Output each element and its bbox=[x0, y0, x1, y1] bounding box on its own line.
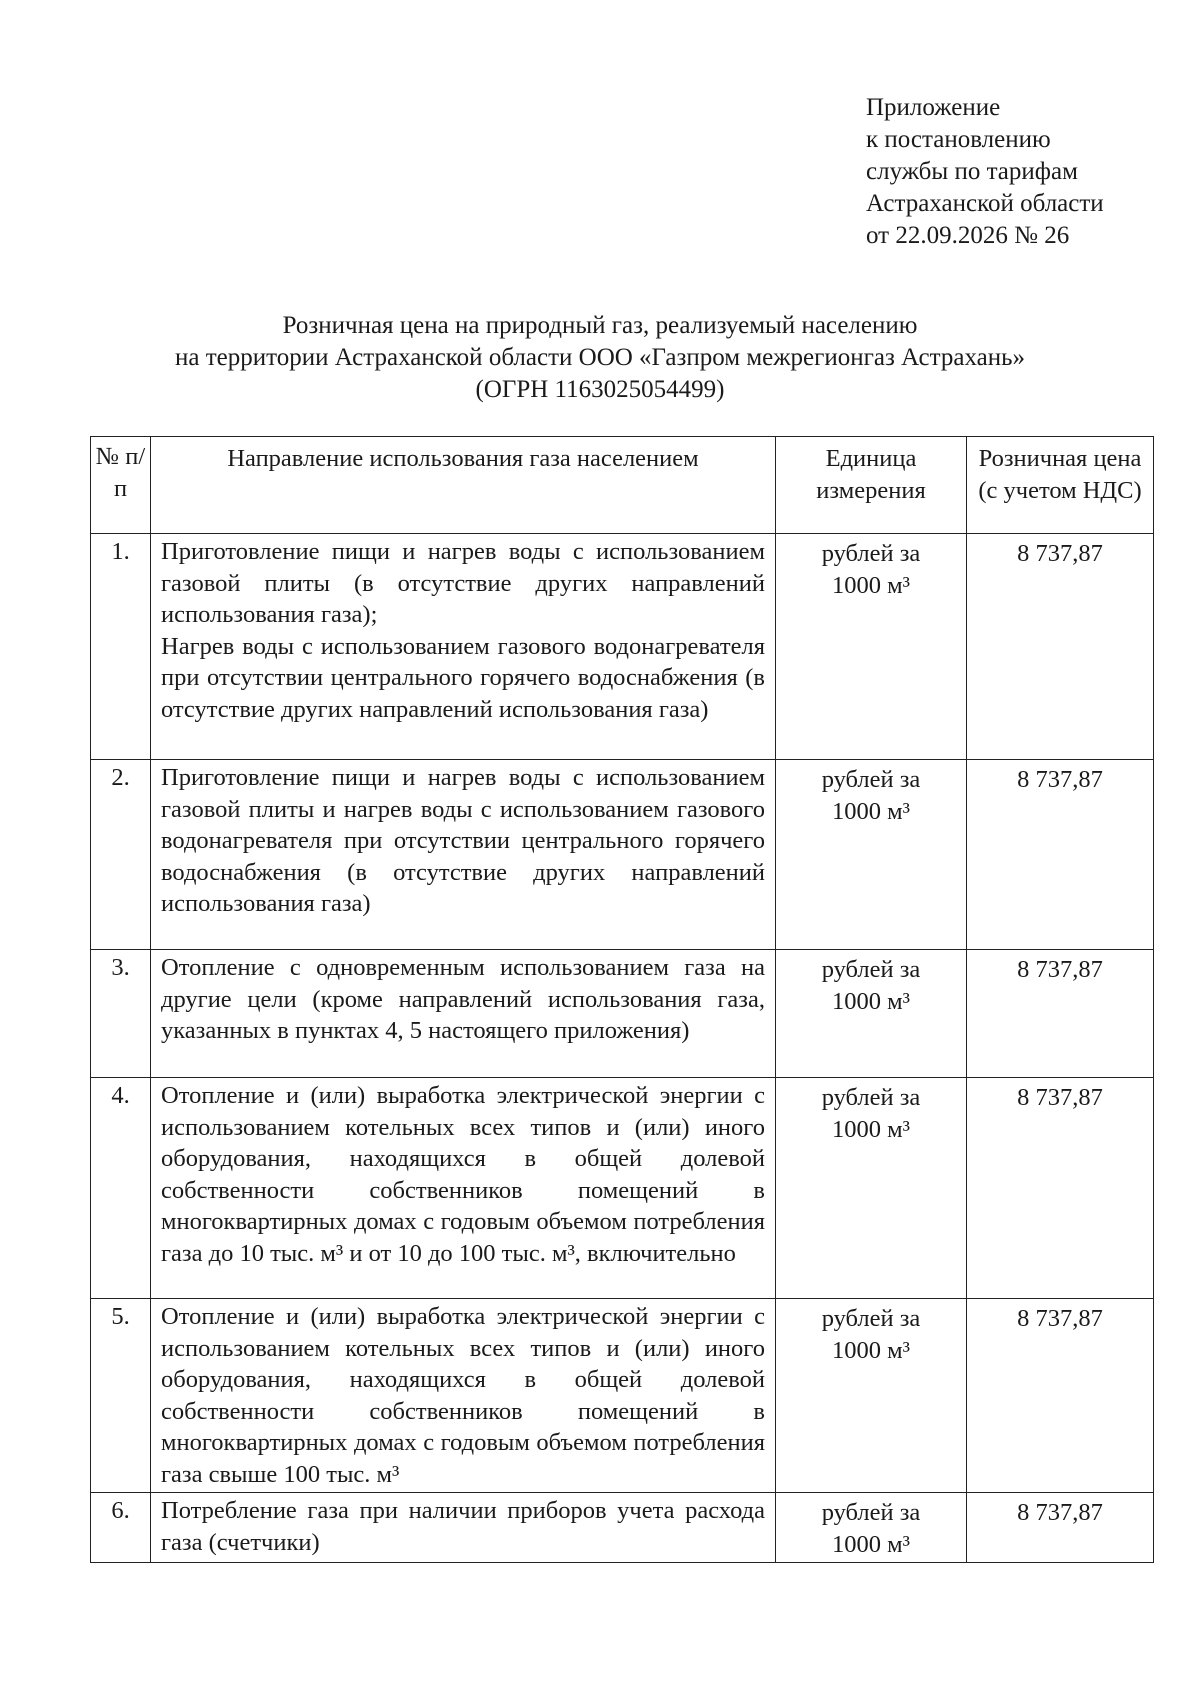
table-row bbox=[91, 534, 1154, 760]
appendix-date-line: от 22.09.2026 № 26 bbox=[866, 222, 1070, 249]
row-number: 4. bbox=[91, 1078, 151, 1299]
description-paragraph: Приготовление пищи и нагрев воды с использованием газовой плиты и нагрев воды с использованием газового водонагревателя при отсутствии центрального горячего водоснабжения (в отсутствие других направлений использования газа) bbox=[161, 764, 765, 917]
row-description bbox=[151, 760, 776, 950]
table-row bbox=[91, 1078, 1154, 1299]
row-number: 3. bbox=[91, 950, 151, 1078]
row-unit: рублей за 1000 м³ bbox=[776, 1299, 967, 1493]
table-row bbox=[91, 1299, 1154, 1493]
row-unit: рублей за 1000 м³ bbox=[776, 1493, 967, 1563]
description-paragraph: Потребление газа при наличии приборов учета расхода газа (счетчики) bbox=[161, 1497, 765, 1556]
row-unit: рублей за 1000 м³ bbox=[776, 534, 967, 760]
header-price: Розничная цена (с учетом НДС) bbox=[967, 437, 1154, 534]
title-line: Розничная цена на природный газ, реализуемый населению bbox=[282, 312, 918, 339]
row-number: 2. bbox=[91, 760, 151, 950]
table-row bbox=[91, 1493, 1154, 1563]
row-number: 6. bbox=[91, 1493, 151, 1563]
appendix-line: службы по тарифам bbox=[866, 158, 1078, 185]
header-direction: Направление использования газа населением bbox=[151, 437, 776, 534]
title-line: (ОГРН 1163025054499) bbox=[475, 376, 725, 403]
row-price: 8 737,87 bbox=[967, 1493, 1154, 1563]
row-unit: рублей за 1000 м³ bbox=[776, 950, 967, 1078]
header-unit: Единица измерения bbox=[776, 437, 967, 534]
row-description bbox=[151, 950, 776, 1078]
appendix-line: к постановлению bbox=[866, 126, 1051, 153]
row-description bbox=[151, 534, 776, 760]
row-description bbox=[151, 1493, 776, 1563]
row-price: 8 737,87 bbox=[967, 1078, 1154, 1299]
appendix-line: Астраханской области bbox=[866, 190, 1104, 217]
description-paragraph: Нагрев воды с использованием газового водонагревателя при отсутствии центрального горячего водоснабжения (в отсутствие других направлений использования газа) bbox=[161, 632, 765, 723]
description-paragraph: Приготовление пищи и нагрев воды с использованием газовой плиты (в отсутствие других направлений использования газа); bbox=[161, 538, 765, 628]
row-number: 1. bbox=[91, 534, 151, 760]
row-price: 8 737,87 bbox=[967, 534, 1154, 760]
title-line: на территории Астраханской области ООО «Газпром межрегионгаз Астрахань» bbox=[174, 344, 1025, 371]
row-price: 8 737,87 bbox=[967, 1299, 1154, 1493]
row-price: 8 737,87 bbox=[967, 950, 1154, 1078]
description-paragraph: Отопление с одновременным использованием газа на другие цели (кроме направлений использования газа, указанных в пунктах 4, 5 настоящего приложения) bbox=[161, 954, 765, 1044]
document-title bbox=[0, 310, 1200, 406]
row-price: 8 737,87 bbox=[967, 760, 1154, 950]
appendix-line: Приложение bbox=[866, 94, 1001, 121]
header-number: № п/п bbox=[91, 437, 151, 534]
row-description bbox=[151, 1078, 776, 1299]
description-paragraph: Отопление и (или) выработка электрической энергии с использованием котельных всех типов и (или) иного оборудования, находящихся в общей долевой собственности собственников помещений в многоквартирных домах с годовым объемом потребления газа до 10 тыс. м³ и от 10 до 100 тыс. м³, включительно bbox=[161, 1082, 765, 1267]
description-paragraph: Отопление и (или) выработка электрической энергии с использованием котельных всех типов и (или) иного оборудования, находящихся в общей долевой собственности собственников помещений в многоквартирных домах с годовым объемом потребления газа свыше 100 тыс. м³ bbox=[161, 1303, 765, 1488]
row-unit: рублей за 1000 м³ bbox=[776, 1078, 967, 1299]
row-description bbox=[151, 1299, 776, 1493]
table-row bbox=[91, 950, 1154, 1078]
price-table bbox=[90, 436, 1154, 1563]
appendix-block bbox=[866, 92, 1104, 252]
row-number: 5. bbox=[91, 1299, 151, 1493]
table-header-row bbox=[91, 437, 1154, 534]
table-row bbox=[91, 760, 1154, 950]
row-unit: рублей за 1000 м³ bbox=[776, 760, 967, 950]
